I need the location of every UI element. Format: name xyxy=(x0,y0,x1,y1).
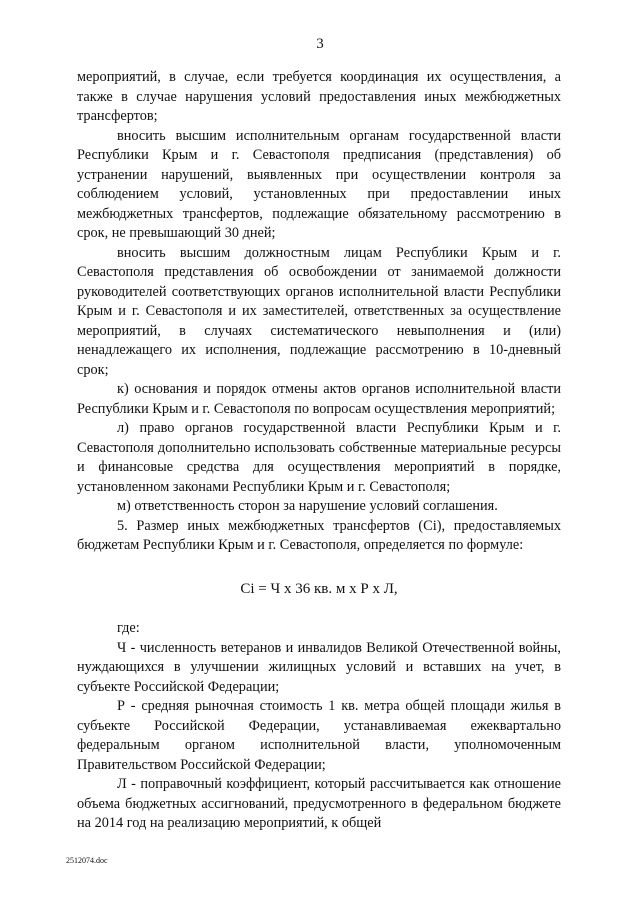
page-number: 3 xyxy=(316,36,324,52)
paragraph-definition-ch: Ч - численность ветеранов и инвалидов Великой Отечественной войны, нуждающихся в улучшении жилищных условий и вставших на учет, в субъекте Российской Федерации; xyxy=(77,639,561,695)
paragraph-definition-r: Р - средняя рыночная стоимость 1 кв. метра общей площади жилья в субъекте Российской Федерации, устанавливаемая ежеквартально федеральным органом исполнительной власти, уполномоченным Правительством Российской Федерации; xyxy=(77,698,561,773)
paragraph-item-m: м) ответственность сторон за нарушение условий соглашения. xyxy=(117,498,498,514)
paragraph-item-l: л) право органов государственной власти Республики Крым и г. Севастополя дополнительно использовать собственные материальные ресурсы и финансовые средства для осуществления мероприятий в порядке, установленном законами Республики Крым и г. Севастополя; xyxy=(77,420,561,495)
paragraph-item-k: к) основания и порядок отмены актов органов исполнительной власти Республики Крым и г. Севастополя по вопросам осуществления мероприятий; xyxy=(77,381,561,417)
paragraph-dismissal: вносить высшим должностным лицам Республики Крым и г. Севастополя представления об освобождении от занимаемой должности руководителей соответствующих органов исполнительной власти Республики Крым и г. Севастополя и их заместителей, ответственных за осуществление мероприятий, в случаях систематического невыполнения и (или) ненадлежащего их исполнения, подлежащие рассмотрению в 10-дневный срок; xyxy=(77,244,561,378)
paragraph-prescriptions: вносить высшим исполнительным органам государственной власти Республики Крым и г. Севастополя предписания (представления) об устранении нарушений, выявленных при осуществлении контроля за соблюдением условий, установленных при предоставлении иных межбюджетных трансфертов, подлежащие обязательному рассмотрению в срок, не превышающий 30 дней; xyxy=(77,127,561,241)
paragraph-section-5: 5. Размер иных межбюджетных трансфертов (Сi), предоставляемых бюджетам Республики Крым и г. Севастополя, определяется по формуле: xyxy=(77,517,561,553)
paragraph-where: где: xyxy=(117,620,140,636)
document-body xyxy=(77,68,561,834)
formula: Сi = Ч x 36 кв. м x Р x Л, xyxy=(240,580,398,597)
paragraph-continuation: мероприятий, в случае, если требуется координация их осуществления, а также в случае нарушения условий предоставления иных межбюджетных трансфертов; xyxy=(77,69,561,124)
paragraph-definition-l: Л - поправочный коэффициент, который рассчитывается как отношение объема бюджетных ассигнований, предусмотренного в федеральном бюджете на 2014 год на реализацию мероприятий, к общей xyxy=(77,776,561,831)
footer-document-code: 2512074.doc xyxy=(66,856,108,865)
